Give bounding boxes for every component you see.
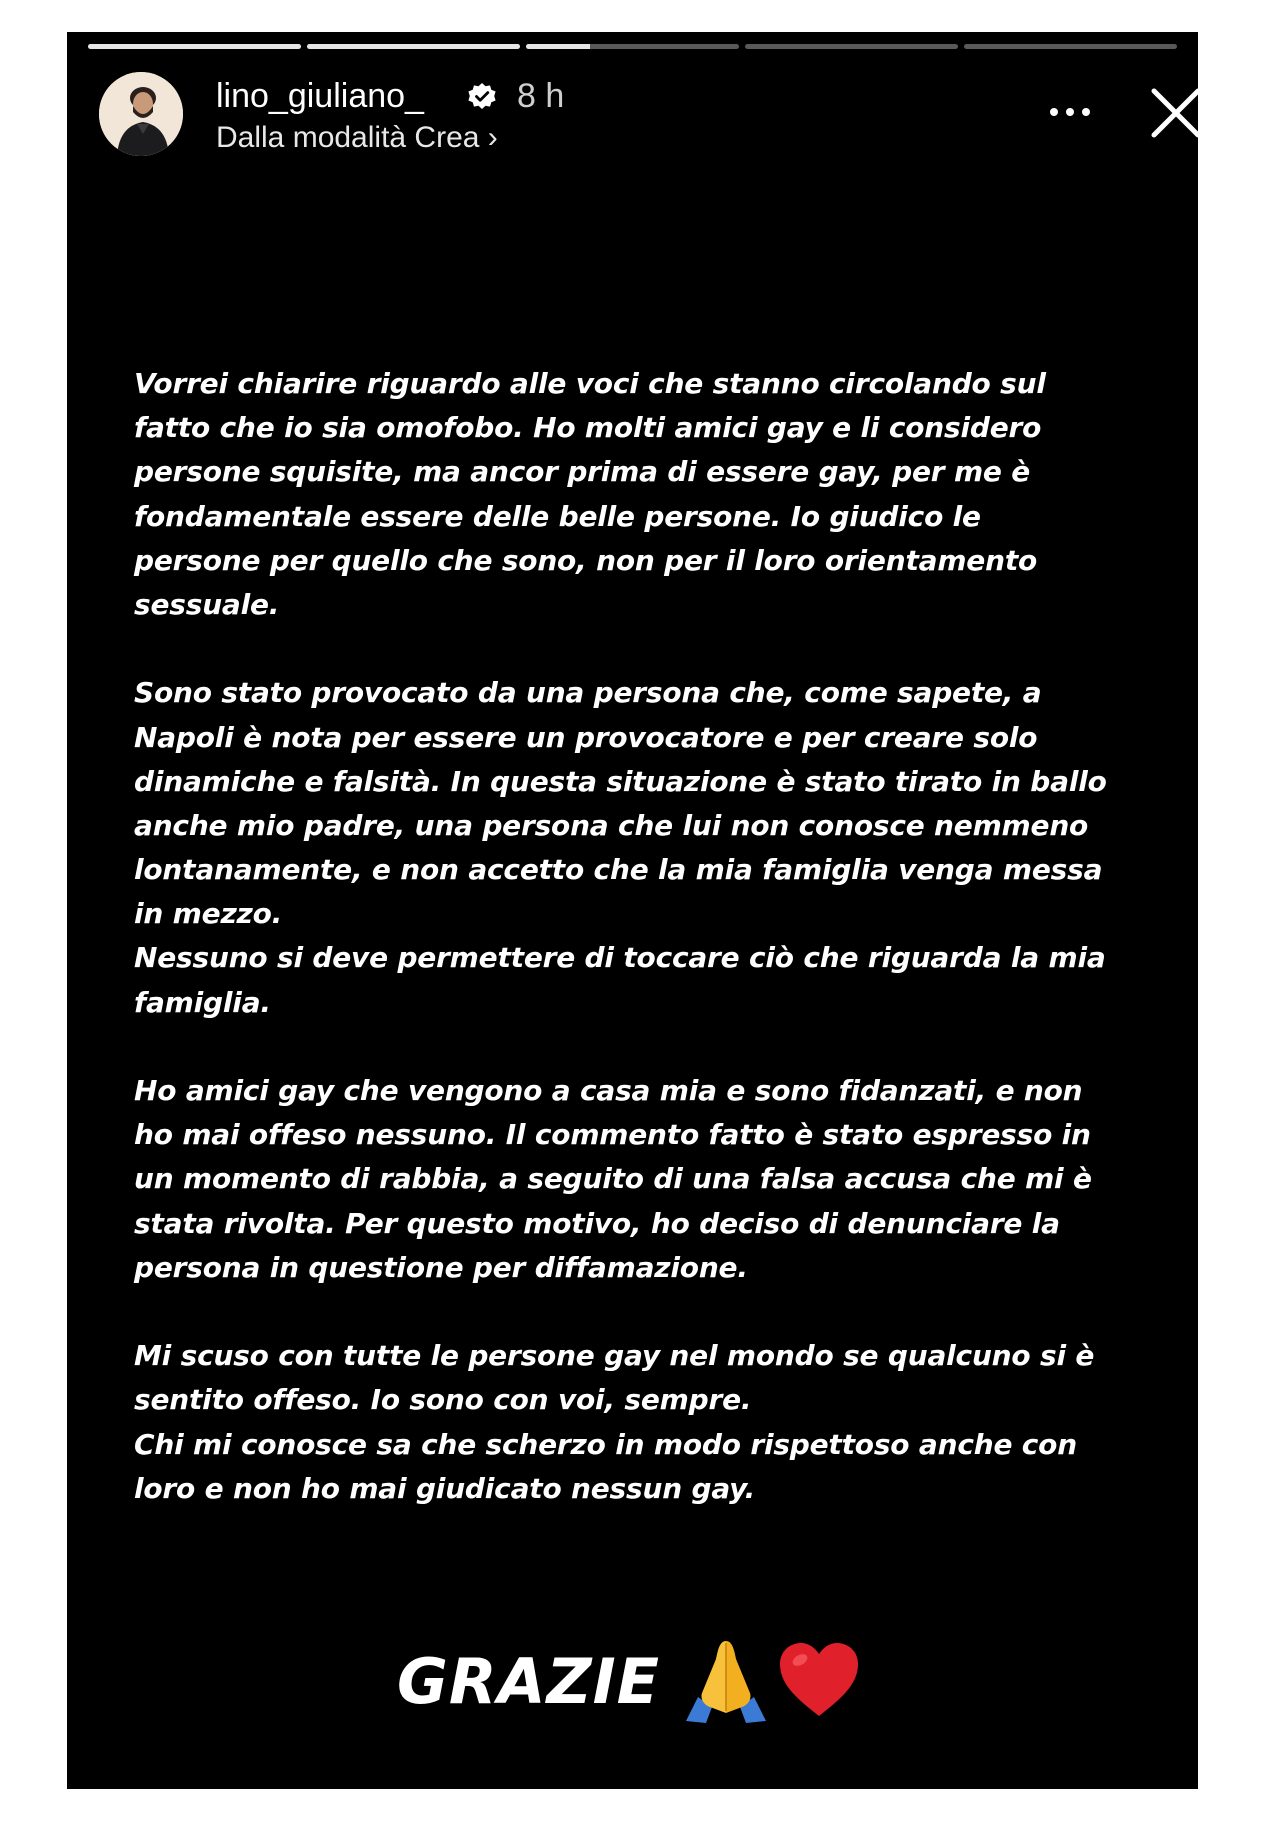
statement-line: persone per quello che sono, non per il loro orientamento bbox=[134, 543, 1038, 577]
statement-line: Ho amici gay che vengono a casa mia e sono fidanzati, e non bbox=[134, 1074, 1083, 1107]
statement-line: fondamentale essere delle belle persone. Io giudico le bbox=[134, 499, 981, 533]
statement-line: un momento di rabbia, a seguito di una falsa accusa che mi è bbox=[134, 1162, 1092, 1196]
paragraph-break bbox=[134, 1025, 1144, 1069]
statement-line: Chi mi conosce sa che scherzo in modo rispettoso anche con bbox=[134, 1427, 1077, 1461]
statement-line: anche mio padre, una persona che lui non conosce nemmeno bbox=[134, 808, 1089, 842]
paragraph-break bbox=[134, 627, 1144, 671]
red-heart-icon bbox=[776, 1640, 862, 1724]
statement-line: ho mai offeso nessuno. Il commento fatto è stato espresso in bbox=[134, 1118, 1091, 1152]
more-horizontal-icon[interactable] bbox=[1045, 100, 1095, 124]
statement-text bbox=[134, 362, 1144, 1511]
statement-line: famiglia. bbox=[134, 985, 271, 1019]
statement-line: persone squisite, ma ancor prima di essere gay, per me è bbox=[134, 455, 1031, 489]
paragraph-break bbox=[134, 1290, 1144, 1334]
progress-segment bbox=[88, 44, 301, 49]
signoff bbox=[397, 1632, 862, 1732]
statement-line: stata rivolta. Per questo motivo, ho deciso di denunciare la bbox=[134, 1206, 1060, 1240]
statement-line: lontanamente, e non accetto che la mia famiglia venga messa bbox=[134, 853, 1103, 887]
verified-badge-icon bbox=[467, 82, 497, 112]
statement-line: Napoli è nota per essere un provocatore e per creare solo bbox=[134, 720, 1038, 754]
statement-line: Sono stato provocato da una persona che, come sapete, a bbox=[134, 676, 1042, 710]
progress-segment-fill bbox=[307, 44, 520, 49]
statement-line: loro e non ho mai giudicato nessun gay. bbox=[134, 1471, 756, 1505]
statement-line: sentito offeso. Io sono con voi, sempre. bbox=[134, 1383, 752, 1417]
statement-line: persona in questione per diffamazione. bbox=[134, 1250, 748, 1284]
avatar[interactable] bbox=[99, 72, 183, 156]
progress-segment bbox=[526, 44, 739, 49]
close-icon[interactable] bbox=[1149, 86, 1198, 140]
username[interactable]: lino_giuliano_ bbox=[216, 77, 424, 115]
story-progress-bar bbox=[88, 44, 1177, 49]
story-header bbox=[99, 72, 1178, 162]
statement-line: in mezzo. bbox=[134, 897, 283, 931]
progress-segment bbox=[964, 44, 1177, 49]
story-viewer[interactable] bbox=[67, 32, 1198, 1789]
folded-hands-icon bbox=[680, 1637, 772, 1727]
statement-line: Vorrei chiarire riguardo alle voci che stanno circolando sul bbox=[134, 367, 1046, 400]
statement-line: Mi scuso con tutte le persone gay nel mondo se qualcuno si è bbox=[134, 1339, 1095, 1373]
progress-segment bbox=[307, 44, 520, 49]
statement-line: Nessuno si deve permettere di toccare ciò che riguarda la mia bbox=[134, 941, 1106, 975]
statement-line: fatto che io sia omofobo. Ho molti amici gay e li considero bbox=[134, 411, 1042, 445]
create-mode-link[interactable]: Dalla modalità Crea › bbox=[216, 121, 498, 154]
post-time: 8 h bbox=[517, 77, 565, 115]
progress-segment bbox=[745, 44, 958, 49]
signoff-text: GRAZIE bbox=[397, 1645, 660, 1718]
progress-segment-fill bbox=[88, 44, 301, 49]
profile-photo-icon bbox=[99, 72, 183, 156]
progress-segment-fill bbox=[526, 44, 590, 49]
statement-line: sessuale. bbox=[134, 587, 280, 621]
statement-line: dinamiche e falsità. In questa situazione è stato tirato in ballo bbox=[134, 764, 1107, 798]
